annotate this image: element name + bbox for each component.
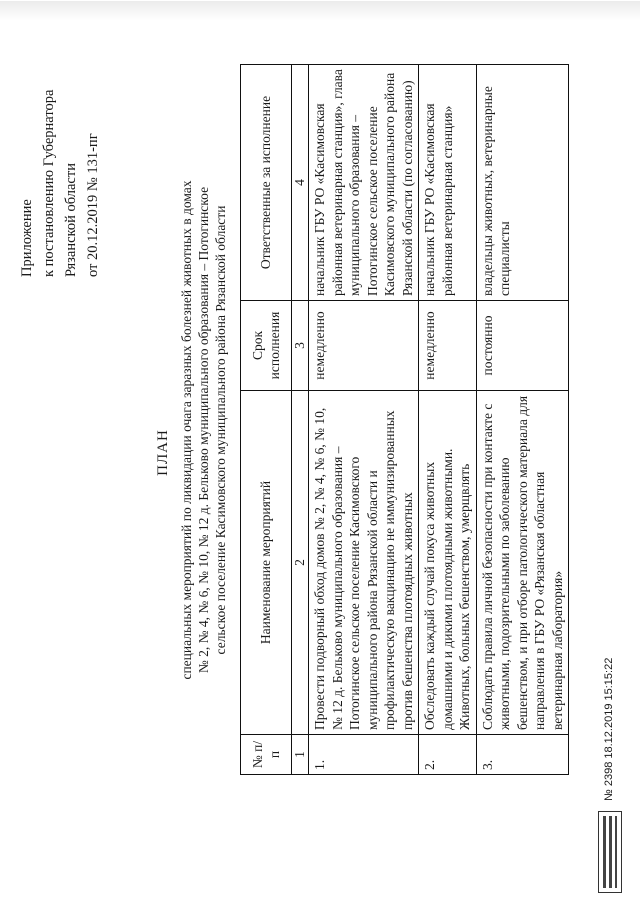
index-cell-4: 4 [292, 65, 309, 301]
registration-number: № 2398 18.12.2019 15:15:22 [603, 657, 615, 801]
row-term: постоянно [476, 301, 569, 391]
header-responsible: Ответственные за исполнение [241, 65, 292, 301]
document-title: ПЛАН [155, 429, 171, 476]
table-index-row [292, 65, 309, 775]
row-responsible: начальник ГБУ РО «Касимовская районная ветеринарная станция», глава муниципального образования – Потогинское сельское поселение Касимовского муниципального района Рязанской области (по согласованию) [309, 65, 419, 301]
appendix-line-2: к постановлению Губернатора [41, 89, 57, 277]
subtitle-line-2: № 2, № 4, № 6, № 10, № 12 д. Бельково муниципального образования – Потогинское [196, 186, 211, 674]
plan-table [240, 64, 569, 775]
table-header-row [241, 65, 292, 775]
index-cell-1: 1 [292, 735, 309, 775]
row-number: 3. [476, 735, 569, 775]
registration-stamp-icon [598, 811, 622, 893]
header-number: № п/п [241, 735, 292, 775]
table-row [419, 65, 477, 775]
header-term: Срок исполнения [241, 301, 292, 391]
subtitle-line-1: специальных мероприятий по ликвидации очага заразных болезней животных в домах [179, 180, 194, 680]
row-action: Провести подворный обход домов № 2, № 4, № 6, № 10, № 12 д. Бельково муниципального образования – Потогинское сельское поселение Касимовского муниципального района Рязанской области и профилактическую вакцинацию не иммунизированных против бешенства плотоядных животных [309, 391, 419, 735]
row-term: немедленно [419, 301, 477, 391]
appendix-line-3: Рязанской области [63, 163, 79, 277]
document-footer [596, 533, 624, 893]
table-row [476, 65, 569, 775]
header-action: Наименование мероприятий [241, 391, 292, 735]
appendix-block [16, 7, 104, 277]
row-term: немедленно [309, 301, 419, 391]
appendix-line-1: Приложение [19, 199, 35, 277]
row-action: Соблюдать правила личной безопасности при контакте с животными, подозрительными по заболеванию бешенством, и при отборе патологического материала для направления в ГБУ РО «Рязанская областная ветеринарная лаборатория» [476, 391, 569, 735]
row-action: Обследовать каждый случай покуса животных домашними и дикими плотоядными животными. Животных, больных бешенством, умерщвлять [419, 391, 477, 735]
table-row [309, 65, 419, 775]
row-number: 1. [309, 735, 419, 775]
document-subtitle [178, 125, 229, 735]
row-responsible: начальник ГБУ РО «Касимовская районная ветеринарная станция» [419, 65, 477, 301]
index-cell-3: 3 [292, 301, 309, 391]
index-cell-2: 2 [292, 391, 309, 735]
appendix-line-4: от 20.12.2019 № 131-пг [85, 133, 101, 277]
row-number: 2. [419, 735, 477, 775]
scan-edge-shadow [0, 1, 640, 21]
subtitle-line-3: сельское поселение Касимовского муниципального района Рязанской области [213, 205, 228, 655]
row-responsible: владельцы животных, ветеринарные специалисты [476, 65, 569, 301]
